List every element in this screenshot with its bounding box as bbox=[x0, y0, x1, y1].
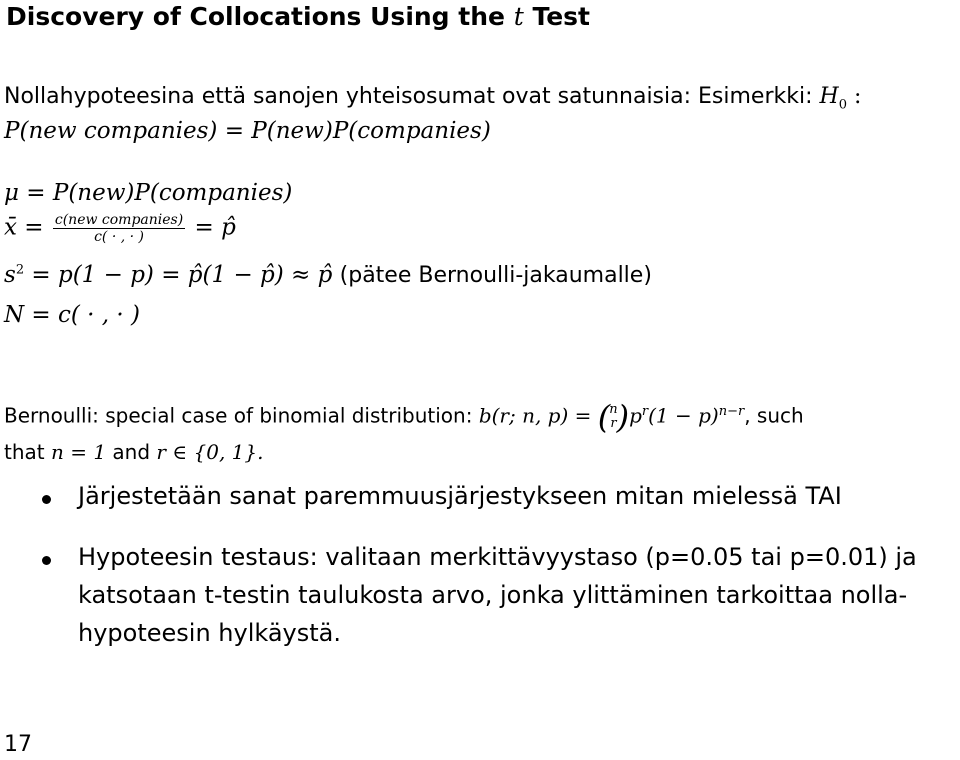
title-prefix: Discovery of Collocations Using the bbox=[6, 2, 505, 31]
bernoulli-mid: (1 − p) bbox=[648, 403, 719, 428]
intro-h0: H bbox=[819, 84, 839, 109]
bernoulli-p: p bbox=[629, 403, 642, 428]
intro-line bbox=[4, 84, 861, 112]
intro-colon: : bbox=[853, 84, 862, 109]
intro-text: Nollahypoteesina että sanojen yhteisosumat ovat satunnaisia: Esimerkki: bbox=[4, 84, 813, 109]
bernoulli-such: , such bbox=[744, 403, 804, 428]
xbar-rhs: = p̂ bbox=[194, 214, 236, 241]
bullet-item-2-line-2: katsotaan t-testin taulukosta arvo, jonka ylittäminen tarkoittaa nolla- bbox=[78, 581, 908, 609]
bullet-item-2-line-1: Hypoteesin testaus: valitaan merkittävyystaso (p=0.05 tai p=0.01) ja bbox=[78, 543, 917, 571]
bernoulli-cond1: n = 1 bbox=[50, 440, 107, 464]
intro-h0-sub: 0 bbox=[838, 97, 847, 113]
s2-note: (pätee Bernoulli-jakaumalle) bbox=[339, 263, 652, 288]
xbar-numerator: c(new companies) bbox=[54, 212, 184, 228]
bernoulli-mid-sup: n−r bbox=[718, 403, 745, 419]
bernoulli-formula-left: b(r; n, p) = bbox=[478, 403, 592, 428]
xbar-fraction bbox=[53, 212, 185, 245]
s2-right: = p(1 − p) = p̂(1 − p̂) ≈ p̂ bbox=[24, 262, 333, 288]
bernoulli-and: and bbox=[112, 440, 151, 464]
bullet-item-2-line-3: hypoteesin hylkäystä. bbox=[78, 619, 342, 647]
s2-sup: 2 bbox=[15, 262, 25, 278]
intro-formula: P(new companies) = P(new)P(companies) bbox=[4, 118, 491, 144]
title-variable: t bbox=[513, 2, 524, 31]
bernoulli-line bbox=[4, 398, 804, 436]
bullet-dot-1 bbox=[42, 495, 51, 504]
page-number: 17 bbox=[4, 732, 32, 757]
title-suffix: Test bbox=[532, 2, 591, 31]
equation-mu: μ = P(new)P(companies) bbox=[4, 180, 293, 206]
equation-s2 bbox=[4, 262, 652, 288]
bernoulli-cond2: r ∈ {0, 1}. bbox=[156, 440, 264, 464]
bullet-item-1: Järjestetään sanat paremmuusjärjestykseen mitan mielessä TAI bbox=[78, 482, 842, 510]
s2-left: s bbox=[4, 262, 16, 288]
binomial-coefficient: ( n r ) bbox=[597, 398, 630, 436]
bernoulli-text: Bernoulli: special case of binomial distribution: bbox=[4, 403, 473, 428]
bernoulli-that: that bbox=[4, 440, 45, 464]
bernoulli-p-sup: r bbox=[641, 403, 649, 419]
xbar-denominator: c( · , · ) bbox=[94, 229, 144, 245]
slide-title bbox=[6, 2, 590, 31]
bernoulli-condition-line bbox=[4, 440, 263, 464]
binomial-bottom: r bbox=[610, 416, 617, 431]
equation-xbar bbox=[4, 212, 236, 245]
bullet-dot-2 bbox=[42, 556, 51, 565]
binomial-top: n bbox=[609, 402, 618, 417]
xbar-lhs: x̄ = bbox=[4, 214, 44, 241]
equation-n: N = c( · , · ) bbox=[4, 302, 141, 328]
